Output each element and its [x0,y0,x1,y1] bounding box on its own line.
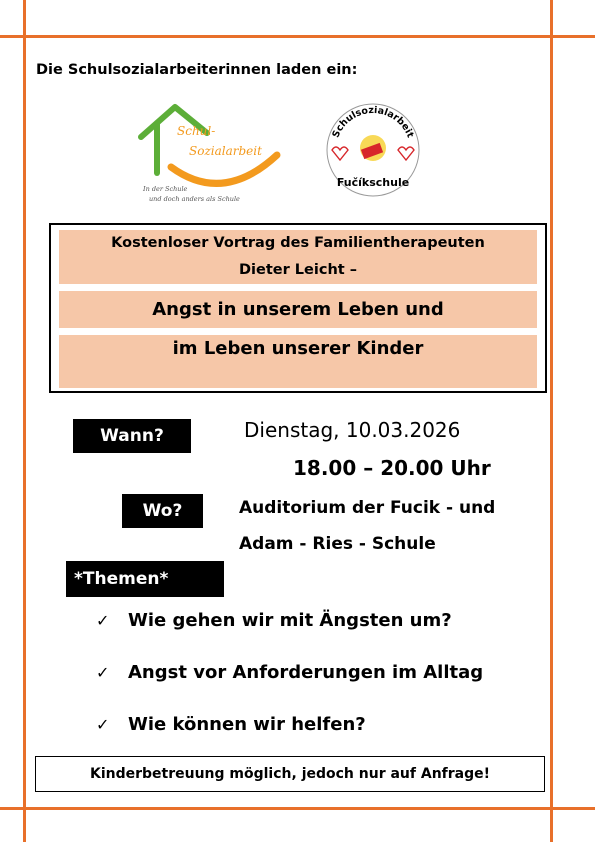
topic-item [96,662,483,683]
fucik-logo-bottom: Fučíkschule [336,176,410,189]
topics-label: *Themen* [66,561,224,597]
fucikschule-logo [318,98,428,198]
checkmark-icon: ✓ [96,715,110,734]
topic-item [96,714,366,735]
logo-tagline1: In der Schule [143,185,188,193]
fucik-badge-icon [318,98,428,198]
frame-bottom-line [0,807,595,810]
event-box [49,223,547,393]
checkmark-icon: ✓ [96,663,110,682]
logo-line2: Sozialarbeit [189,144,262,158]
event-title-line1: Angst in unserem Leben und [152,299,444,320]
event-location-line1: Auditorium der Fucik - und [239,498,496,518]
topic-text: Wie können wir helfen? [128,714,366,735]
schulsozialarbeit-logo [127,93,281,209]
event-date: Dienstag, 10.03.2026 [244,418,461,442]
childcare-note: Kinderbetreuung möglich, jedoch nur auf Anfrage! [35,756,545,792]
topic-text: Wie gehen wir mit Ängsten um? [128,610,452,631]
subtitle-band [59,230,537,284]
logo-tagline2: und doch anders als Schule [149,195,240,203]
fucik-logo-top: Schulsozialarbeit [330,104,416,140]
event-title-line2: im Leben unserer Kinder [172,338,424,359]
subtitle-line1: Kostenloser Vortrag des Familientherapeuten [111,235,485,251]
title-band-2 [59,335,537,388]
when-label: Wann? [73,419,191,453]
frame-right-line [550,0,553,842]
logo-line1: Schul- [177,124,216,138]
topic-text: Angst vor Anforderungen im Alltag [128,662,484,683]
checkmark-icon: ✓ [96,611,110,630]
frame-left-line [23,0,26,842]
title-band-1 [59,291,537,328]
event-time: 18.00 – 20.00 Uhr [293,456,491,480]
where-label: Wo? [122,494,203,528]
subtitle-line2: Dieter Leicht – [239,262,357,278]
intro-text: Die Schulsozialarbeiterinnen laden ein: [36,62,358,78]
house-logo-icon [127,93,281,209]
event-location-line2: Adam - Ries - Schule [239,534,436,554]
topic-item [96,610,452,631]
frame-top-line [0,35,595,38]
